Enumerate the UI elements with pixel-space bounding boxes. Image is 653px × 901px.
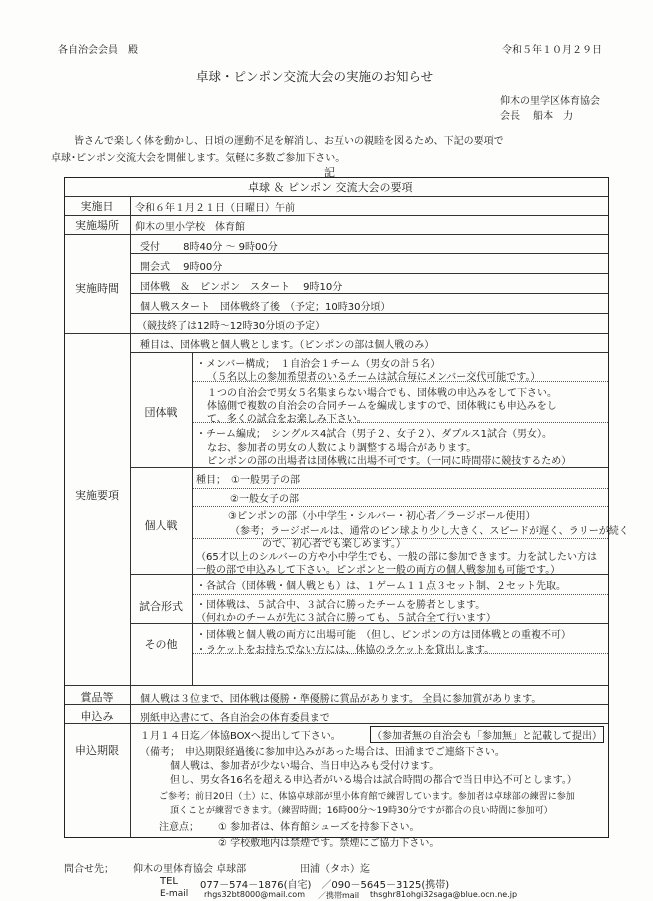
prize-value: 個人戦は３位まで、団体戦は優勝・準優勝に賞品があります。 全員に参加賞があります。: [140, 694, 542, 705]
intro-line-1: 皆さんで楽しく体を動かし、日頃の運動不足を解消し、お互いの親睦を図るため、下記の要項で: [74, 136, 504, 147]
note-line: ご参考；前日20日（土）に、体協卓球部が里小体育館で練習しています。参加者は卓球部の練習に参加: [159, 792, 575, 802]
caution-item: ① 参加者は、体育館シューズを持参下さい。: [218, 822, 420, 833]
page-title: 卓球・ピンポン交流大会の実施のお知らせ: [196, 69, 434, 84]
apply-value: 別紙申込書にて、各自治会の体育委員まで: [140, 713, 330, 724]
caution-item: ② 学校敷地内は禁煙です。禁煙にご協力下さい。: [218, 838, 440, 849]
team-line: なお、参加者の男女の人数により調整する場合があります。: [207, 443, 477, 454]
team-line: （５名以上の参加希望者のいるチームは試合毎にメンバー交代可能です。）: [207, 372, 541, 383]
format-line: ・各試合（団体戦・個人戦とも）は、１ゲーム１１点３セット制、２セット先取。: [196, 581, 566, 592]
ki-marker: 記: [324, 166, 335, 179]
requirements-label: 実施要項: [75, 489, 119, 502]
recipient: 各自治会会員 殿: [58, 45, 138, 56]
individual-line: 種目； ①一般男子の部: [196, 475, 300, 486]
date-value: 令和６年１月２１日（日曜日）午前: [135, 203, 295, 214]
time-line: （競技終了は12時～12時30分頃の予定）: [137, 321, 326, 332]
time-line: 受付 8時40分 ～ 9時00分: [140, 242, 278, 253]
organization: 仰木の里学区体育協会: [500, 96, 600, 107]
table-title: 卓球 ＆ ピンポン 交流大会の要項: [248, 181, 413, 194]
team-line: ・メンバー構成； １自治会１チーム（男女の計５名）: [196, 359, 441, 370]
individual-label: 個人戦: [144, 519, 178, 532]
caution-label: 注意点；: [159, 822, 199, 833]
individual-line: ので、初心者でも楽しめます。）: [262, 539, 406, 550]
contact-name: 田浦（タホ）迄: [300, 864, 370, 875]
email-address[interactable]: rhgs32bt8000@mail.com: [204, 890, 305, 899]
format-label: 試合形式: [139, 600, 183, 613]
team-label: 団体戦: [144, 406, 178, 419]
date: 令和５年１０月２９日: [502, 45, 602, 56]
deadline-line: １月１４日迄／体協BOXへ提出して下さい。: [140, 731, 341, 742]
contact-org: 仰木の里体育協会 卓球部: [133, 864, 247, 875]
tel-number: 077－574－1876(自宅) ／090－5645－3125(携帯): [200, 880, 450, 891]
time-line: 開会式 9時00分: [140, 262, 223, 273]
time-label: 実施時間: [75, 282, 119, 295]
individual-line: ③ピンポンの部（小中学生・シルバー・初心者／ラージボール使用）: [228, 511, 536, 522]
team-line: ピンポンの部の出場者は団体戦に出場不可です。（一同に時間帯に競技するため）: [207, 456, 572, 467]
team-line: １つの自治会で男女５名集まらない場合でも、団体戦の申込みをして下さい。: [207, 388, 557, 399]
deadline-highlight: （参加者無の自治会も「参加無」と記載して提出）: [370, 726, 604, 743]
prize-label: 賞品等: [80, 691, 114, 704]
individual-line: （参考；ラージボールは、通常のピン球より少し大きく、スピードが遅く、ラリーが続く: [230, 526, 629, 537]
format-line: （何れかのチームが先に３試合に勝っても、５試合全て行います）: [196, 613, 496, 624]
individual-line: ②一般女子の部: [230, 494, 299, 505]
individual-note: 一般の部で申込みして下さい。ピンポンと一般の両方の個人戦参加も可能です。）: [196, 565, 561, 576]
mobile-mail-label: ／携帯mail: [318, 891, 360, 900]
time-line: 団体戦 ＆ ピンポン スタート 9時10分: [140, 282, 343, 293]
time-line: 個人戦スタート 団体戦終了後 （予定；10時30分頃）: [140, 302, 391, 313]
date-label: 実施日: [80, 200, 114, 213]
deadline-label: 申込期限: [75, 744, 119, 757]
email-label: E-mail: [160, 889, 189, 899]
other-line: ・団体戦と個人戦の両方に出場可能 （但し、ピンポンの方は団体戦との重複不可）: [196, 630, 571, 641]
team-line: 体協側で複数の自治会の合同チームを編成しますので、団体戦にも申込みをし: [207, 401, 557, 412]
format-line: ・団体戦は、５試合中、３試合に勝ったチームを勝者とします。: [196, 600, 486, 611]
individual-note: （65才以上のシルバーの方や小中学生でも、一般の部に参加できます。力を試したい方は: [196, 552, 597, 563]
chair-name: 会長 船本 力: [500, 111, 574, 122]
contact-label: 問合せ先；: [64, 864, 114, 875]
other-line: ・ラケットをお持ちでない方には、体協のラケットを貸出します。: [196, 645, 495, 656]
deadline-line: 個人戦は、参加者が少ない場合、当日申込みも受付けます。: [170, 761, 440, 772]
apply-label: 申込み: [80, 710, 114, 723]
place-label: 実施場所: [75, 219, 119, 232]
mobile-mail-address[interactable]: thsghr81ohgi32saga@blue.ocn.ne.jp: [370, 890, 518, 899]
note-line: 頂くことが練習できます。（練習時間；16時00分～19時30分ですが都合の良い時間に参加可）: [170, 806, 553, 816]
intro-line-2: 卓球･ピンポン交流大会を開催します。気軽に多数ご参加下さい。: [51, 153, 346, 164]
deadline-line: （備考； 申込期限経過後に参加申込みがあった場合は、田浦までご連絡下さい。: [140, 747, 505, 758]
place-value: 仰木の里小学校 体育館: [135, 222, 245, 233]
team-line: ・チーム編成； シングルス4試合（男子２、女子２）、ダブルス1試合（男女）。: [196, 429, 552, 440]
requirements-top: 種目は、団体戦と個人戦とします。（ピンポンの部は個人戦のみ）: [140, 340, 435, 351]
other-label: その他: [144, 638, 178, 651]
tel-label: TEL: [160, 876, 178, 887]
team-line: て、多くの試合をお楽しみ下さい。: [207, 414, 367, 425]
deadline-line: 但し、男女各16名を超える申込者がいる場合は試合時間の都合で当日申込不可とします。）: [170, 775, 577, 786]
